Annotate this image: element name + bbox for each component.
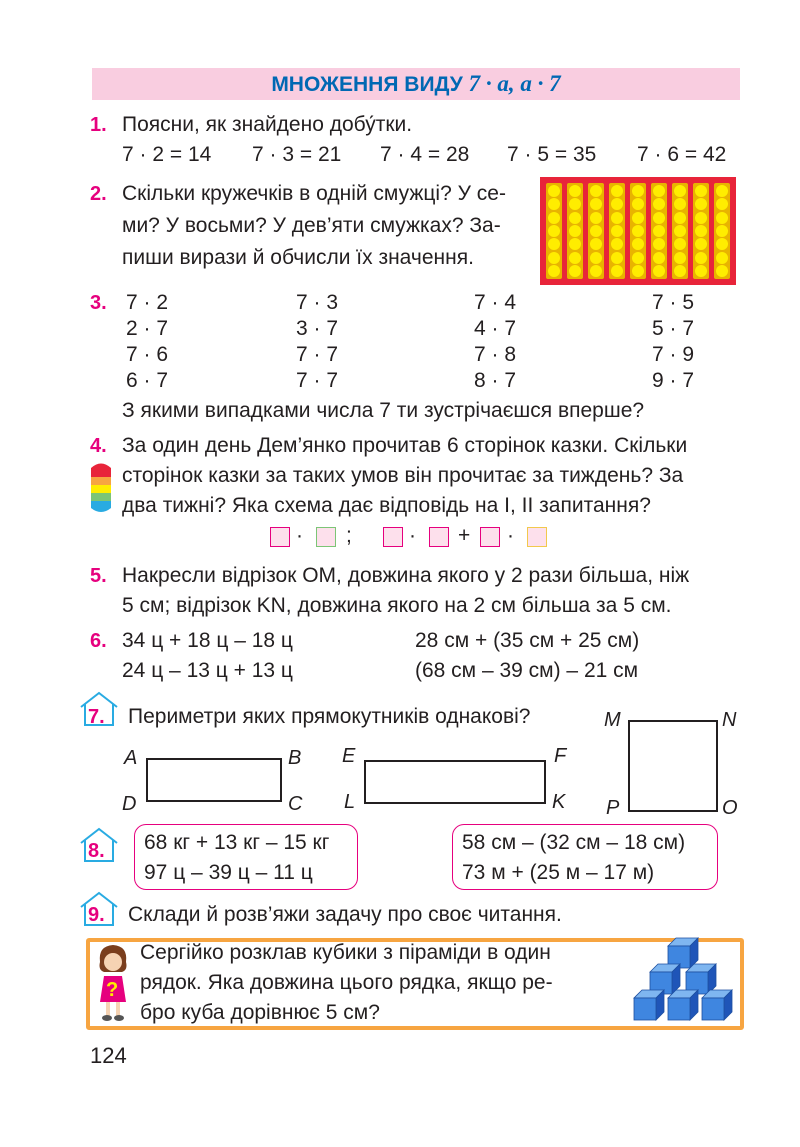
dot [632,225,644,237]
dot [716,225,728,237]
ex3-expr: 4 · 7 [474,317,517,340]
dot [695,212,707,224]
ex8-expr: 68 кг + 13 кг – 15 кг [144,831,330,854]
vertex-label: P [606,797,620,819]
dot [653,212,665,224]
ex3-expr: 7 · 5 [652,291,695,314]
dot [590,212,602,224]
dot [632,252,644,264]
square-mnop [628,720,718,812]
vertex-label: K [552,791,566,813]
dot [569,212,581,224]
section-title: МНОЖЕННЯ ВИДУ 7 · a, a · 7 [271,71,561,96]
scheme-op: + [458,524,471,547]
scheme-box [480,527,500,547]
dot [716,252,728,264]
scheme-box [316,527,336,547]
dot [674,225,686,237]
dot [569,185,581,197]
scheme-op: · [507,524,514,547]
ex6-expr: 24 ц – 13 ц + 13 ц [122,659,293,682]
exercise-9-text: Склади й розв’яжи задачу про своє читання. [128,903,562,926]
dot-strip [609,183,625,279]
exercise-1-text: Поясни, як знайдено добу́тки. [122,113,413,136]
dot [590,252,602,264]
scheme-box [429,527,449,547]
exercise-2-line: Скільки кружечків в одній смужці? У се- [122,182,506,205]
cube [650,964,680,994]
cube [668,990,698,1020]
dot-strip [651,183,667,279]
ex1-expr: 7 · 2 = 14 [122,143,212,166]
dot [632,198,644,210]
exercise-5-number: 5. [90,565,107,587]
dot [548,185,560,197]
exercise-2-line: ми? У восьми? У дев’яти смужках? За- [122,214,501,237]
scheme-separator: ; [346,524,352,547]
dot [653,252,665,264]
dot-strip [546,183,562,279]
vertex-label: O [722,797,738,819]
ex1-expr: 7 · 5 = 35 [507,143,597,166]
girl-character-icon [92,940,134,1022]
dot [590,225,602,237]
scheme-box [383,527,403,547]
dot-strip [567,183,583,279]
exercise-4-line: сторінок казки за таких умов він прочитає за тиждень? За [122,464,684,487]
dot [716,212,728,224]
ex8-expr: 58 см – (32 см – 18 см) [462,831,686,854]
dot [611,265,623,277]
dot [695,265,707,277]
exercise-8-number: 8. [88,840,105,862]
scheme-op: · [296,524,303,547]
vertex-label: F [554,745,567,767]
dot [674,238,686,250]
dot [611,198,623,210]
ex8-expr: 97 ц – 39 ц – 11 ц [144,861,313,884]
dot [548,238,560,250]
dot-strips-illustration [540,177,736,285]
dot [548,252,560,264]
ex3-expr: 9 · 7 [652,369,695,392]
story-line: бро куба дорівнює 5 см? [140,1001,380,1024]
cube [686,964,716,994]
exercise-5-line: Накресли відрізок OM, довжина якого у 2 рази більша, ніж [122,564,690,587]
dot [695,225,707,237]
dot-strip [630,183,646,279]
story-line: Сергійко розклав кубики з піраміди в один [140,941,551,964]
dot [548,212,560,224]
dot [569,265,581,277]
exercise-7-text: Периметри яких прямокутників однакові? [128,705,531,728]
dot-strip [693,183,709,279]
difficulty-pencil-icon [90,462,112,514]
ex6-expr: 34 ц + 18 ц – 18 ц [122,629,293,652]
ex3-expr: 8 · 7 [474,369,517,392]
dot [590,185,602,197]
vertex-label: D [122,793,137,815]
dot [653,225,665,237]
dot [674,252,686,264]
cube [634,990,664,1020]
dot [632,185,644,197]
ex3-expr: 6 · 7 [126,369,169,392]
exercise-6-number: 6. [90,630,107,652]
dot [611,252,623,264]
vertex-label: M [604,709,621,731]
dot [716,185,728,197]
dot [695,238,707,250]
ex3-expr: 7 · 3 [296,291,339,314]
section-title-banner [92,68,740,100]
dot [590,265,602,277]
ex1-expr: 7 · 4 = 28 [380,143,470,166]
exercise-4-line: два тижні? Яка схема дає відповідь на І, ІІ запитання? [122,494,651,517]
scheme-box [527,527,547,547]
dot [548,265,560,277]
exercise-5-line: 5 см; відрізок KN, довжина якого на 2 см більша за 5 см. [122,594,672,617]
dot [674,198,686,210]
ex6-expr: 28 см + (35 см + 25 см) [415,629,640,652]
dot [632,238,644,250]
rectangle-efkl [364,760,546,804]
story-line: рядок. Яка довжина цього рядка, якщо ре- [140,971,553,994]
ex3-expr: 7 · 9 [652,343,695,366]
dot [569,252,581,264]
rectangle-abcd [146,758,282,802]
cube [702,990,732,1020]
ex3-expr: 7 · 2 [126,291,169,314]
exercise-2-number: 2. [90,183,107,205]
dot [548,198,560,210]
scheme-op: · [409,524,416,547]
dot [611,225,623,237]
dot [695,198,707,210]
exercise-3-number: 3. [90,292,107,314]
dot-strip [714,183,730,279]
ex3-expr: 7 · 8 [474,343,517,366]
dot-strip [672,183,688,279]
dot [569,225,581,237]
vertex-label: L [344,791,356,813]
dot [716,198,728,210]
dot [653,185,665,197]
exercise-2-line: пиши вирази й обчисли їх значення. [122,246,474,269]
ex3-expr: 7 · 7 [296,369,339,392]
dot [674,265,686,277]
exercise-3-question: З якими випадками числа 7 ти зустрічаєшся вперше? [122,399,645,422]
dot [653,198,665,210]
exercise-9-number: 9. [88,904,105,926]
cube [668,938,698,968]
dot [632,212,644,224]
dot [590,238,602,250]
dot [653,265,665,277]
dot [611,238,623,250]
ex1-expr: 7 · 6 = 42 [637,143,727,166]
ex3-expr: 2 · 7 [126,317,169,340]
exercise-4-number: 4. [90,435,107,457]
ex3-expr: 5 · 7 [652,317,695,340]
vertex-label: E [342,745,356,767]
exercise-4-line: За один день Дем’янко прочитав 6 сторінок казки. Скільки [122,434,688,457]
vertex-label: B [288,747,302,769]
page-number: 124 [90,1043,127,1068]
dot [548,225,560,237]
ex3-expr: 7 · 6 [126,343,169,366]
dot [674,212,686,224]
ex3-expr: 3 · 7 [296,317,339,340]
dot [569,238,581,250]
dot [611,212,623,224]
dot-strip [588,183,604,279]
ex3-expr: 7 · 4 [474,291,517,314]
dot [674,185,686,197]
ex3-expr: 7 · 7 [296,343,339,366]
vertex-label: N [722,709,737,731]
exercise-1-number: 1. [90,114,107,136]
vertex-label: A [124,747,138,769]
dot [590,198,602,210]
vertex-label: C [288,793,303,815]
dot [716,265,728,277]
dot [716,238,728,250]
dot [653,238,665,250]
svg-text:?: ? [106,979,119,1001]
exercise-7-number: 7. [88,706,105,728]
dot [632,265,644,277]
cube-pyramid-illustration [630,934,740,1026]
dot [695,185,707,197]
ex6-expr: (68 см – 39 см) – 21 см [415,659,639,682]
dot [569,198,581,210]
dot [695,252,707,264]
ex1-expr: 7 · 3 = 21 [252,143,342,166]
ex8-expr: 73 м + (25 м – 17 м) [462,861,655,884]
title-formula: 7 · a, a · 7 [468,71,561,96]
scheme-box [270,527,290,547]
dot [611,185,623,197]
